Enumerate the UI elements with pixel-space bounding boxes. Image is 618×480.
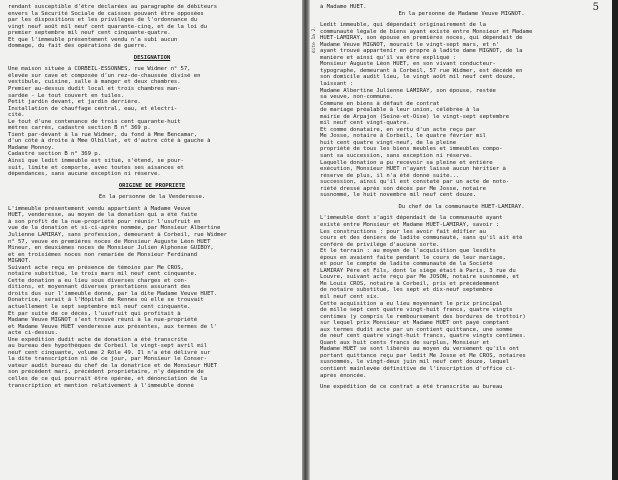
text-line: à son profit de la nue-propriété pour réunir l'usufruit en [8,218,201,225]
text-line: de neuf cent quatre vingt-huit francs, quatre vingts centimes. [320,333,526,340]
left-page-text [8,4,296,389]
text-line: mètres carrés, cadastré section B n° 369 p. [8,125,151,132]
text-line: Madame Albertine Julienne LAMIRAY, son épouse, restée [320,87,496,94]
text-line: dommage, du fait des opérations de guerre. [8,43,148,50]
text-line: manière et ainsi qu'il va être expliqué : [320,54,457,61]
text-line: n° 57, veuve en premières noces de Monsieur Auguste Léon HUET [8,238,211,245]
text-line: de notaire substitué, les sept et dix-neuf septembre [320,287,493,294]
text-line: portant quittance reçu par ledit Me Josse et Me CROS, notaires [320,352,526,359]
section-heading: DÉSIGNATION [133,54,171,61]
text-line: Ledit immeuble, qui dépendait originairement de la [320,22,486,29]
text-line: son précédent mari, précédent propriétaire, n'y dépendre de [8,369,204,376]
text-line: de mariage préalable à leur union, célébrée à la [320,107,480,114]
text-line: d'un côté à droite à Mme Olbillat, et d'autre côté à gauche à [8,138,211,145]
left-page [0,0,303,480]
text-line: exécution, Monsieur HUET n'ayant laissé aucun héritier à [320,166,506,173]
text-line: Une expédition de ce contrat a été transcrite au bureau [320,384,503,391]
text-line: Et comme donataire, en vertu d'un acte reçu par [320,126,476,133]
text-line: Donatrice, serait à l'Hôpital de Rennes où elle se trouvait [8,297,204,304]
text-line: susnommé, le huit novembre mil neuf cent douze. [320,192,476,199]
text-line: cité. [8,112,25,119]
text-line: Les constructions : pour les avoir fait édifier au [320,228,486,235]
text-line: sa veuve, non-commune. [320,94,393,101]
text-line: Tient par-devant à la rue Widmer, du fond à Mme Bencamar, [8,131,198,138]
subsection-heading: En la personne de Madame Veuve MIGNOT. [398,10,525,17]
text-line: Petit jardin devant, et jardin derrière. [8,99,141,106]
text-line: huit cent quatre vingt-neuf, de la pleine [320,139,457,146]
text-line: centimes (y compris le remboursement des bordures de trottoir) [320,313,526,320]
text-line: Madame Monnoy. [8,144,55,151]
text-line: suit, limite et comporte, avec toutes ses aisances et [8,164,184,171]
text-line: existé entre Monsieur et Madame HUET-LAMIRAY, savoir : [320,221,500,228]
text-line: Louvre, suivant acte reçu par Me JOSON, notaire susnommé, et [320,274,520,281]
text-line: vateur audit bureau du chef de la donatrice et de Monsieur HUET [8,362,218,369]
text-line: contient mainlevée définitive de l'inscription d'office ci- [320,365,516,372]
page-number: 5 [592,2,599,13]
text-line: ditions, et moyennant diverses prestations assurant des [8,284,191,291]
text-line: MIGNOT. [8,258,32,265]
text-line: élevée sur cave et composée d'un rez-de-chaussée divisé en [8,72,201,79]
text-line: envers la Sécurité Sociale de caisses pouvant être opposées [8,10,204,17]
text-line: propriété de tous les biens meubles et immeubles compo- [320,146,503,153]
text-line: L'immeuble présentement vendu appartient à Madame Veuve [8,205,191,212]
text-line: au bureau des hypothèques de Corbeil le vingt-sept avril mil [8,343,208,350]
text-line: Et le terrain : au moyen de l'acquisition que lesdits [320,248,496,255]
text-line: mairie de Arpajon (Seine-et-Oise) le vingt-sept septembre [320,113,510,120]
text-line: succession, ainsi qu'il est constaté par un acte de noto- [320,179,510,186]
text-line: Suivant acte reçu en présence de témoins par Me CROS, [8,264,184,271]
text-line: mil neuf cent vingt-quatre. [320,120,410,127]
text-line: conféré de privilège d'aucune sorte. [320,241,440,248]
text-line: Et par suite de ce décès, l'usufruit qui profitait à [8,310,181,317]
text-line: dépendances, sans aucune exception ni réserve. [8,171,161,178]
text-line: riété dressé après son décès par Me Josse, notaire [320,185,486,192]
text-line: la dite transcription ni de ce jour, par Monsieur le Conser- [8,356,208,363]
text-line: Une expédition dudit acte de donation a été transcrite [8,336,188,343]
text-line: notaire substitué, le trois mars mil neuf cent cinquante. [8,271,198,278]
text-line: ayant trouvé appartenir en propre à ladite dame MIGNOT, de la [320,48,523,55]
text-line: L'immeuble dont s'agit dépendait de la communauté ayant [320,215,503,222]
text-line: Julienne LAMIRAY, sans profession, demeurant à Corbeil, rue Widmer [8,231,227,238]
text-line: et en troisièmes noces non remariée de Monsieur Ferdinand [8,251,198,258]
text-line: droits dus sur l'immeuble donné, par la dite Madame Veuve HUET. [8,290,218,297]
text-line: susnommés, le vingt-deux juin mil neuf cent douze, lequel [320,359,510,366]
text-line: actuellement le sept septembre mil neuf cent cinquante. [8,303,191,310]
text-line: Et que l'immeuble présentement vendu n'a subi aucun [8,36,178,43]
text-line: réserve de plus, il n'a été donné suite... [320,172,460,179]
text-line: après énoncée. [320,372,367,379]
text-line: Mineur, en deuxièmes noces de Monsieur Julien Alphonse GUIBOY, [8,245,214,252]
text-line: et Madame Veuve HUET venderesse aux présentes, aux termes de l' [8,323,218,330]
text-line: Madame Veuve MIGNOT s'est trouvé réuni à la nue-propriété [8,317,198,324]
text-line: mil neuf cent six. [320,293,380,300]
text-line: époux en avaient faite pendant le cours de leur mariage, [320,254,506,261]
text-line: Laquelle donation a pu recevoir sa pleine et entière [320,159,493,166]
text-line: à Madame HUET. [320,4,367,10]
text-line: cours et des deniers de ladite communauté, sans qu'il ait été [320,235,523,242]
text-line: transcription et mention relativement à l'immeuble donné [8,382,194,389]
text-line: acte ci-dessus. [8,330,58,337]
text-line: neuf cent cinquante, volume 2 Rôle 49. Il n'a été délivré sur [8,349,211,356]
margin-note: dite 1a 2. [312,26,317,54]
right-page [309,0,613,480]
text-line: Madame Veuve MIGNOT, mourait le vingt-sept mars, et n' [320,41,500,48]
text-line: Premier au-dessus dudit local et trois chambres man- [8,86,181,93]
text-line: Le tout d'une contenance de trois cent quarante-huit [8,118,181,125]
text-line: HUET, venderesse, au moyen de la donation qui a été faite [8,212,198,219]
text-line: par les dispositions et les privilèges de l'ordonnance du [8,17,198,24]
book-gutter [302,0,309,480]
text-line: vue de la donation et si-ci-après nommée, par Monsieur Albertine [8,225,221,232]
text-line: sur lequel prix Monsieur et Madame HUET ont payé comptant [320,320,510,327]
text-line: premier septembre mil neuf cent cinquante-quatre. [8,30,171,37]
text-line: Me Josse, notaire à Corbeil, le quatre février mil [320,133,486,140]
text-line: aux termes dudit acte par un contient quittance, une somme [320,326,513,333]
right-page-text [320,4,603,391]
text-line: communauté légale de biens ayant existé entre Monsieur et Madame [320,28,533,35]
text-line: Ainsi que ledit immeuble est situé, s'étend, se pour- [8,158,184,165]
text-line: LAMIRAY Père et Fils, dont le siège était à Paris, 3 rue du [320,267,516,274]
text-line: Une maison située à CORBEIL-ESSONNES, rue Widmer n° 57, [8,66,191,73]
text-line: sant sa succession, sans exception ni réserve. [320,153,473,160]
text-line: Madame HUET se sont libérés au moyen du versement qu'ils ont [320,346,520,353]
text-line: et pour le compte de ladite communauté de la Société [320,261,493,268]
subsection-heading: En la personne de la Venderesse. [98,194,206,201]
text-line: typographe, demeurant à Corbeil, 57 rue Widmer, est décédé en [320,67,523,74]
viewer-edge [612,0,618,480]
text-line: Me Louis CROS, notaire à Corbeil, pris et précédemment [320,280,500,287]
text-line: Cadastré section B n° 369 p. [8,151,101,158]
text-line: Quant aux huit cents francs de surplus, Monsieur et [320,339,490,346]
text-line: HUET-LAMIRAY, son épouse en premières noces, qui dépendait de [320,35,523,42]
text-line: son domicile audit lieu, le vingt août mil neuf cent douze, [320,74,516,81]
text-line: vingt neuf août mil neuf cent quarante-cinq, et de la loi du [8,23,208,30]
text-line: Cette donation a eu lieu sous diverses charges et con- [8,277,188,284]
text-line: vestibule, cuisine, salle à manger et deux chambres. [8,79,181,86]
section-heading: ORIGINE DE PROPRIÉTÉ [118,182,186,189]
text-line: de mille sept cent quatre vingt-huit francs, quatre vingts [320,307,513,314]
text-line: sardée - Le tout couvert en tuiles. [8,92,125,99]
text-line: laissant : [320,81,354,88]
text-line: Cette acquisition a eu lieu moyennant le prix principal [320,300,503,307]
text-line: Installation de chauffage central, eau, et électri- [8,105,178,112]
text-line: Monsieur Auguste Léon HUET, en son vivant conducteur- [320,61,496,68]
text-line: celles de ce qui pourrait être opérée, et dénonciation de la [8,375,208,382]
subsection-heading: Du chef de la communauté HUET-LAMIRAY. [398,203,525,210]
text-line: Commune en biens à défaut de contrat [320,100,440,107]
text-line: rendant susceptible d'être déclarées au paragraphe de débiteurs [8,4,218,10]
